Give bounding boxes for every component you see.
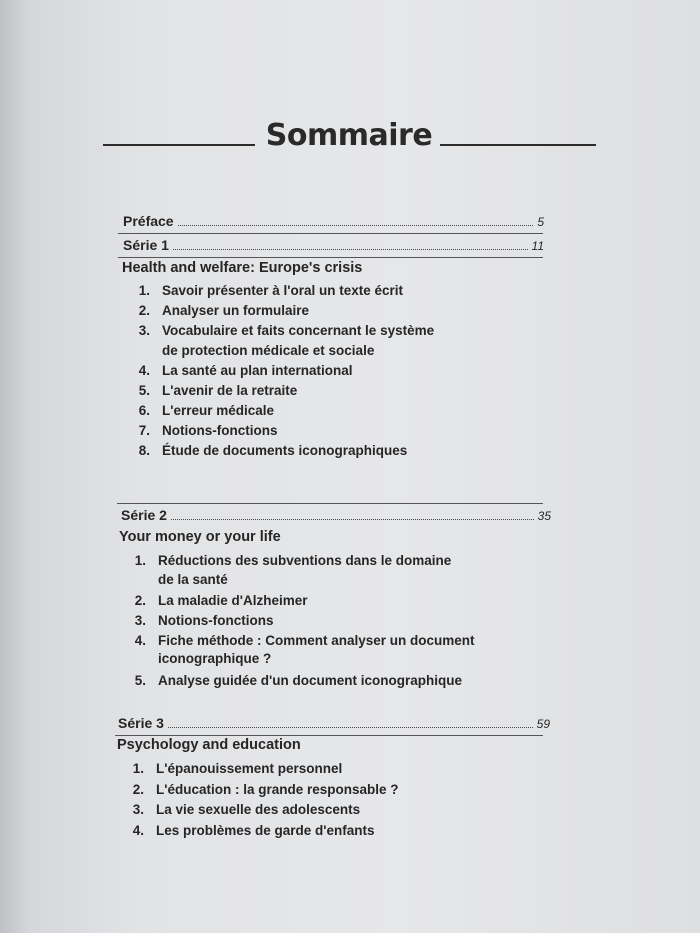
item-number: 8. [138,443,150,458]
item-text: Fiche méthode : Comment analyser un document [158,633,475,648]
item-number: 4. [132,823,144,838]
item-text: L'avenir de la retraite [162,383,298,398]
item-number: 2. [138,303,150,318]
dot-leader [168,727,533,728]
toc-label: Série 3 [118,715,164,731]
item-number: 7. [138,423,150,438]
item-text: Vocabulaire et faits concernant le système [162,323,435,338]
item-text: Notions-fonctions [162,423,278,438]
item-text: L'erreur médicale [162,403,275,418]
toc-label: Préface [123,213,174,229]
item-text: Réductions des subventions dans le domaine [158,553,452,568]
item-text: Notions-fonctions [158,613,274,628]
item-text: iconographique ? [158,651,272,666]
item-text: Étude de documents iconographiques [162,443,408,458]
item-number: 1. [132,761,144,776]
divider [115,735,543,736]
item-number: 5. [138,383,150,398]
toc-page-number: 11 [531,239,544,253]
title-rule-left [103,144,255,146]
item-number: 1. [134,553,146,568]
divider [117,503,543,504]
item-text: La vie sexuelle des adolescents [156,802,361,817]
item-number: 4. [134,633,146,648]
item-text: Savoir présenter à l'oral un texte écrit [162,283,404,298]
item-text: de protection médicale et sociale [162,343,375,358]
item-number: 3. [132,802,144,817]
item-number: 5. [134,673,146,688]
page-title: Sommaire [265,118,433,153]
toc-page-number: 5 [537,215,544,229]
toc-entry-serie-3[interactable] [118,715,550,731]
item-number: 2. [132,782,144,797]
toc-entry-serie-2[interactable] [121,507,551,523]
dot-leader [173,249,528,250]
toc-label: Série 2 [121,507,167,523]
toc-page-number: 35 [537,509,551,523]
item-text: L'épanouissement personnel [156,761,343,776]
series-title: Psychology and education [117,737,301,753]
item-number: 3. [138,323,150,338]
item-text: La santé au plan international [162,363,353,378]
item-number: 3. [134,613,146,628]
item-text: de la santé [158,572,228,587]
toc-page-number: 59 [536,717,550,731]
item-text: Les problèmes de garde d'enfants [156,823,375,838]
item-text: Analyse guidée d'un document iconographique [158,673,462,688]
toc-entry-serie-1[interactable] [123,237,544,253]
item-text: Analyser un formulaire [162,303,310,318]
title-row [100,118,600,158]
toc-entry-preface[interactable] [123,213,544,229]
dot-leader [171,519,534,520]
divider [118,257,543,258]
title-rule-right [440,144,596,146]
item-text: L'éducation : la grande responsable ? [156,782,399,797]
item-number: 2. [134,593,146,608]
series-title: Your money or your life [119,529,281,545]
toc-label: Série 1 [123,237,169,253]
dot-leader [178,225,534,226]
item-text: La maladie d'Alzheimer [158,593,308,608]
item-number: 6. [138,403,150,418]
item-number: 4. [138,363,150,378]
divider [118,233,543,234]
item-number: 1. [138,283,150,298]
series-title: Health and welfare: Europe's crisis [122,260,363,276]
